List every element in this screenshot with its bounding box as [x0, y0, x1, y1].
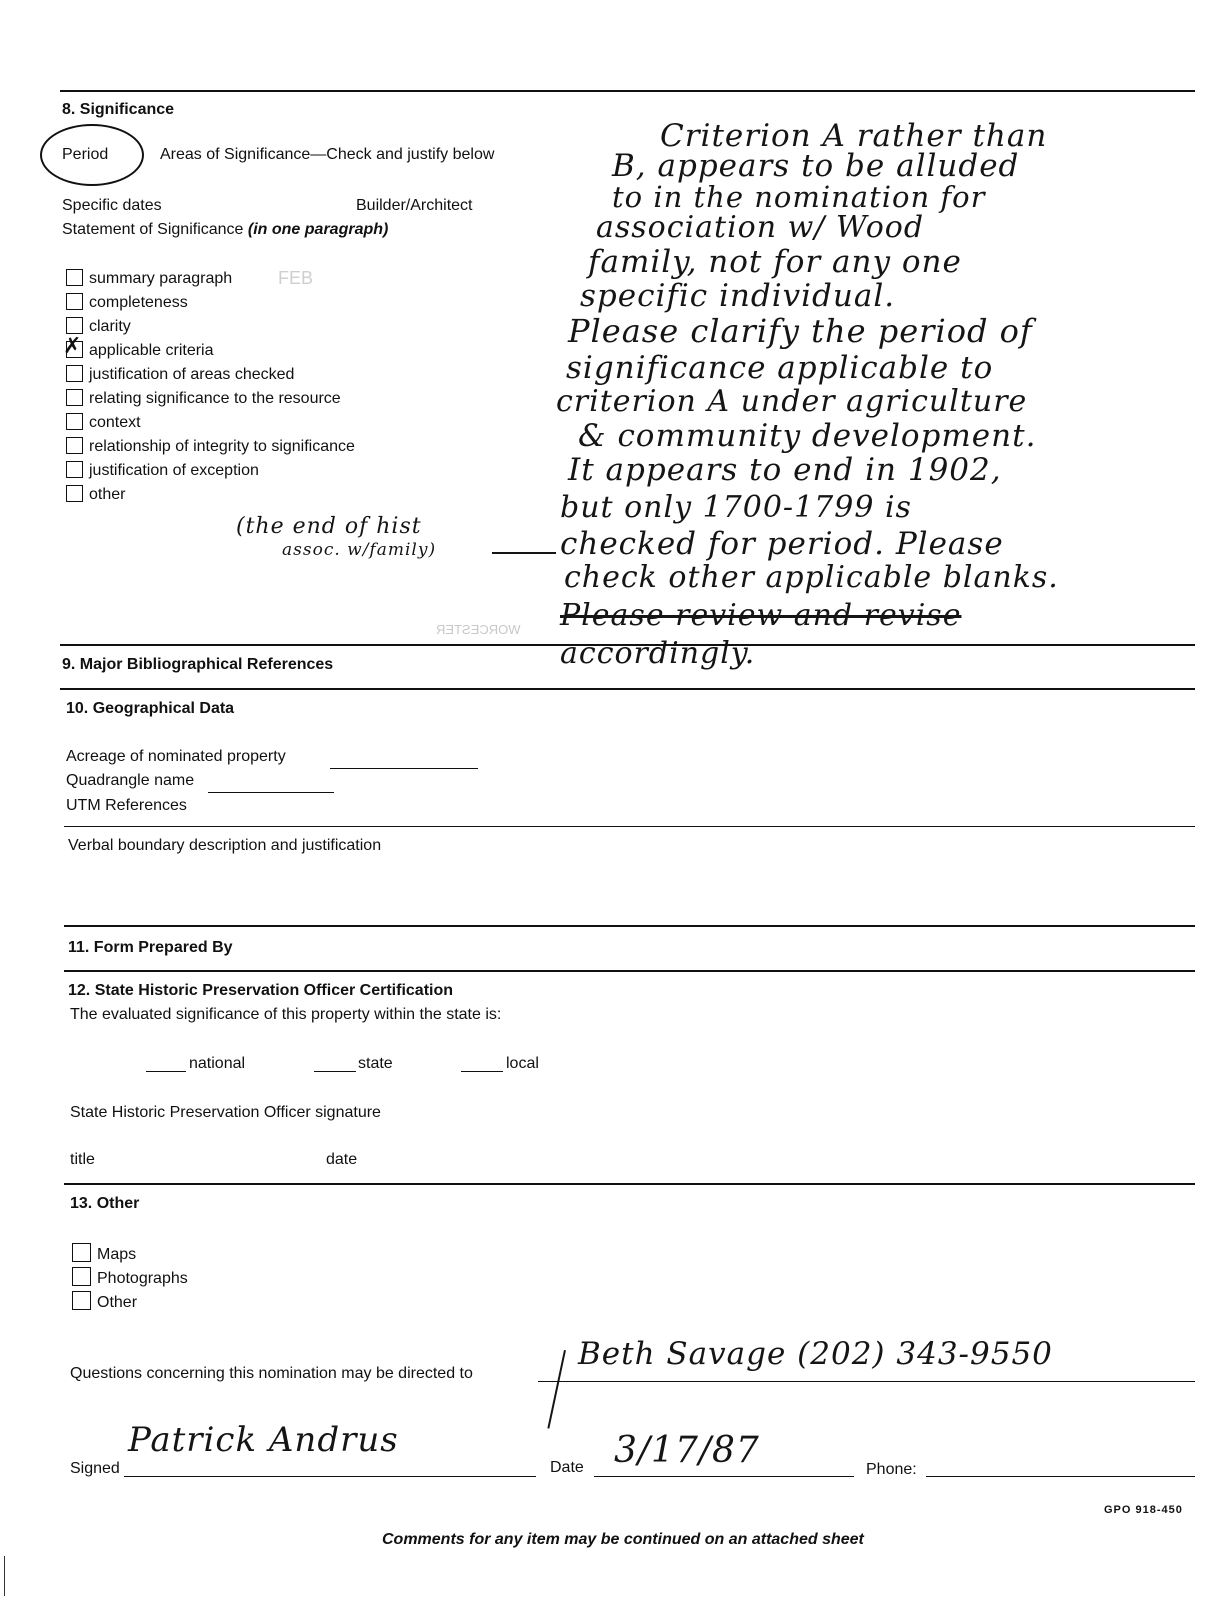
phone-line[interactable]: [926, 1476, 1195, 1477]
other-item: [72, 1243, 136, 1265]
handwritten-comment-line: accordingly.: [560, 636, 756, 671]
checklist-item: [66, 268, 232, 290]
checkbox[interactable]: [66, 293, 83, 310]
other-item-label: Maps: [97, 1246, 137, 1263]
statement-italic: (in one paragraph): [247, 221, 389, 238]
section-11-rule: [64, 925, 1195, 927]
section-13-rule: [64, 1183, 1195, 1185]
checkbox[interactable]: [66, 437, 83, 454]
handwritten-contact: Beth Savage (202) 343-9550: [578, 1336, 1053, 1372]
phone-label: Phone:: [866, 1461, 917, 1478]
checklist-item: [66, 412, 141, 434]
section-12-rule: [64, 970, 1195, 972]
checklist-item-label: relationship of integrity to significance: [89, 438, 355, 455]
title-label: title: [70, 1151, 95, 1168]
contact-pen-stroke: [547, 1350, 593, 1434]
comments-note: Comments for any item may be continued on an attached sheet: [382, 1531, 864, 1548]
checklist-item: [66, 436, 355, 458]
handwritten-comment-line: B, appears to be alluded: [612, 148, 1020, 184]
checkbox[interactable]: [66, 317, 83, 334]
checklist-item: [66, 460, 259, 482]
handwritten-comment-line: check other applicable blanks.: [564, 560, 1059, 595]
verbal-boundary-rule: [64, 826, 1195, 827]
handwritten-comment-line: & community development.: [578, 418, 1037, 454]
handwritten-side-note-1: (the end of hist: [236, 514, 422, 539]
checklist-item-label: other: [89, 486, 126, 503]
scan-edge-mark: [4, 1556, 5, 1596]
gpo-number: GPO 918-450: [1104, 1504, 1183, 1516]
handwritten-signature: Patrick Andrus: [128, 1420, 399, 1460]
section-10-rule: [60, 688, 1195, 690]
checklist-item: [66, 364, 294, 386]
builder-architect-label: Builder/Architect: [356, 197, 473, 214]
questions-input-line[interactable]: [538, 1381, 1195, 1382]
utm-references-label: UTM References: [66, 797, 187, 814]
checklist-item: [63, 334, 214, 362]
questions-label: Questions concerning this nomination may be directed to: [70, 1365, 473, 1382]
section-9-title: 9. Major Bibliographical References: [62, 656, 334, 673]
side-note-pointer: [492, 552, 556, 554]
checkbox[interactable]: [66, 269, 83, 286]
handwritten-side-note-2: assoc. w/family): [282, 540, 437, 560]
checkbox[interactable]: [66, 461, 83, 478]
checklist-item: [66, 484, 125, 506]
handwritten-comment-line: specific individual.: [580, 278, 896, 314]
acreage-input-line[interactable]: [330, 768, 478, 769]
check-mark-icon: ✗: [63, 334, 82, 359]
checklist-item-label: relating significance to the resource: [89, 390, 341, 407]
checklist-item-label: summary paragraph: [89, 270, 233, 287]
statement-main: Statement of Significance: [62, 221, 248, 238]
date-footer-line[interactable]: [594, 1476, 854, 1477]
ghost-county-stamp: WORCESTER: [436, 622, 521, 637]
section-12-title: 12. State Historic Preservation Officer Certification: [68, 982, 454, 999]
other-item-label: Other: [97, 1294, 138, 1311]
checkbox[interactable]: [66, 365, 83, 382]
handwritten-date: 3/17/87: [614, 1430, 760, 1471]
state-blank[interactable]: [314, 1071, 356, 1072]
handwritten-comment-line: family, not for any one: [588, 244, 962, 280]
checkbox-checked[interactable]: [63, 334, 83, 359]
other-item-label: Photographs: [97, 1270, 188, 1287]
handwritten-comment-line: Criterion A rather than: [660, 118, 1048, 154]
checkbox[interactable]: [66, 485, 83, 502]
handwritten-comment-line: significance applicable to: [566, 350, 994, 386]
checkbox[interactable]: [72, 1267, 91, 1286]
ghost-stamp: FEB: [278, 268, 314, 288]
specific-dates-label: Specific dates: [62, 197, 162, 214]
signed-line[interactable]: [124, 1476, 536, 1477]
checklist-item-label: justification of exception: [89, 462, 259, 479]
handwritten-comment-line: checked for period. Please: [560, 526, 1004, 562]
state-label: state: [358, 1055, 393, 1072]
date-footer-label: Date: [550, 1459, 584, 1476]
evaluated-significance-label: The evaluated significance of this property within the state is:: [70, 1006, 502, 1023]
date-label: date: [326, 1151, 358, 1168]
handwritten-comment-line: Please review and revise: [560, 598, 962, 633]
section-8-title: 8. Significance: [62, 101, 175, 118]
other-item: [72, 1291, 137, 1313]
period-label: Period: [62, 146, 109, 163]
local-blank[interactable]: [461, 1071, 503, 1072]
quadrangle-label: Quadrangle name: [66, 772, 195, 789]
checklist-item-label: clarity: [89, 318, 131, 335]
areas-of-significance-label: Areas of Significance—Check and justify below: [160, 146, 495, 163]
handwritten-comment-line: association w/ Wood: [596, 210, 925, 245]
statement-of-significance-label: [62, 221, 388, 239]
local-label: local: [506, 1055, 539, 1072]
checklist-item-label: context: [89, 414, 141, 431]
quadrangle-input-line[interactable]: [208, 792, 334, 793]
checklist-item: [66, 388, 341, 410]
checkbox[interactable]: [72, 1291, 91, 1310]
checkbox[interactable]: [72, 1243, 91, 1262]
top-rule: [60, 90, 1195, 92]
section-9-rule: [60, 644, 1195, 646]
checkbox[interactable]: [66, 389, 83, 406]
signed-label: Signed: [70, 1460, 120, 1477]
shpo-signature-label: State Historic Preservation Officer signature: [70, 1104, 381, 1121]
checklist-item-label: completeness: [89, 294, 188, 311]
checklist-item-label: justification of areas checked: [89, 366, 295, 383]
handwritten-comment-line: It appears to end in 1902,: [568, 452, 1002, 488]
checkbox[interactable]: [66, 413, 83, 430]
other-item: [72, 1267, 188, 1289]
checklist-item: [66, 292, 188, 314]
section-11-title: 11. Form Prepared By: [68, 939, 233, 956]
handwritten-comment-line: Please clarify the period of: [568, 312, 1033, 350]
section-10-title: 10. Geographical Data: [66, 700, 235, 717]
handwritten-comment-line: but only 1700-1799 is: [560, 490, 912, 525]
verbal-boundary-label: Verbal boundary description and justification: [68, 837, 382, 854]
acreage-label: Acreage of nominated property: [66, 748, 286, 765]
national-blank[interactable]: [146, 1071, 186, 1072]
section-13-title: 13. Other: [70, 1195, 140, 1212]
handwritten-comment-line: to in the nomination for: [612, 180, 986, 214]
national-label: national: [189, 1055, 246, 1072]
checklist-item-label: applicable criteria: [89, 342, 214, 359]
handwritten-comment-line: criterion A under agriculture: [556, 384, 1028, 419]
